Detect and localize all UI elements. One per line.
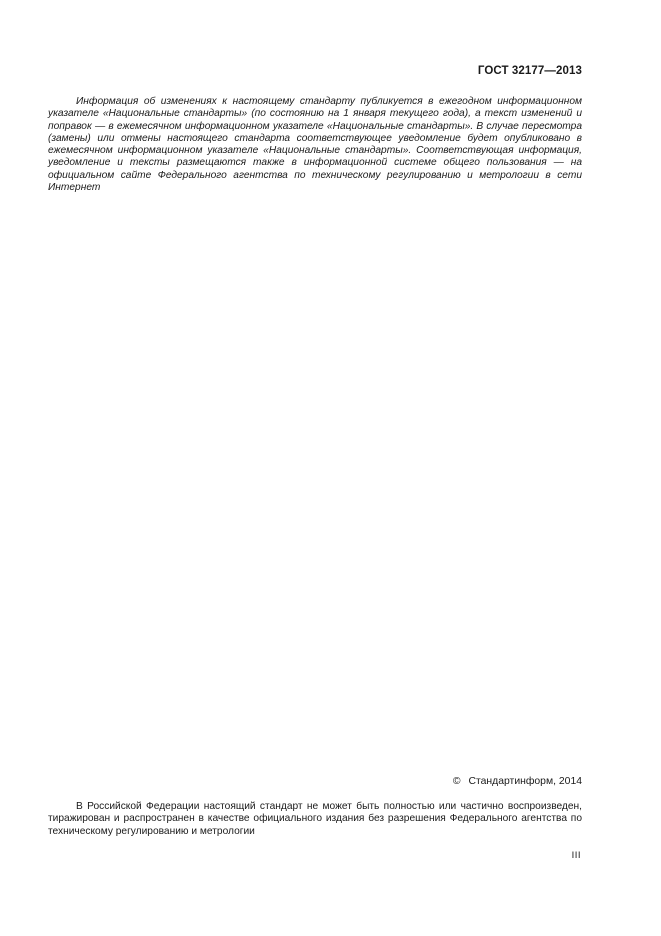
- amendments-notice: [48, 96, 582, 194]
- standard-code: ГОСТ 32177—2013: [477, 65, 582, 77]
- amendments-notice-text: Информация об изменениях к настоящему стандарту публикуется в ежегодном информационном указателе «Национальные стандарты» (по состоянию на 1 января текущего года), а текст изменений и поправок — в ежемесячном информационном указателе «Национальные стандарты». В случае пересмотра (замены) или отмены настоящего стандарта соответствующее уведомление будет опубликовано в ежемесячном информационном указателе «Национальные стандарты». Соответствующая информация, уведомление и тексты размещаются также в информационной системе общего пользования — на официальном сайте Федерального агентства по техническому регулированию и метрологии в сети Интернет: [48, 96, 582, 194]
- copyright-line: [453, 776, 582, 787]
- reproduction-rights: [48, 801, 582, 838]
- page-number: III: [571, 850, 581, 861]
- copyright-text: Стандартинформ, 2014: [468, 776, 582, 787]
- copyright-symbol: ©: [452, 776, 461, 787]
- reproduction-rights-text: В Российской Федерации настоящий стандарт не может быть полностью или частично воспроизведен, тиражирован и распространен в качестве официального издания без разрешения Федерального агентства по техническому регулированию и метрологии: [48, 801, 582, 837]
